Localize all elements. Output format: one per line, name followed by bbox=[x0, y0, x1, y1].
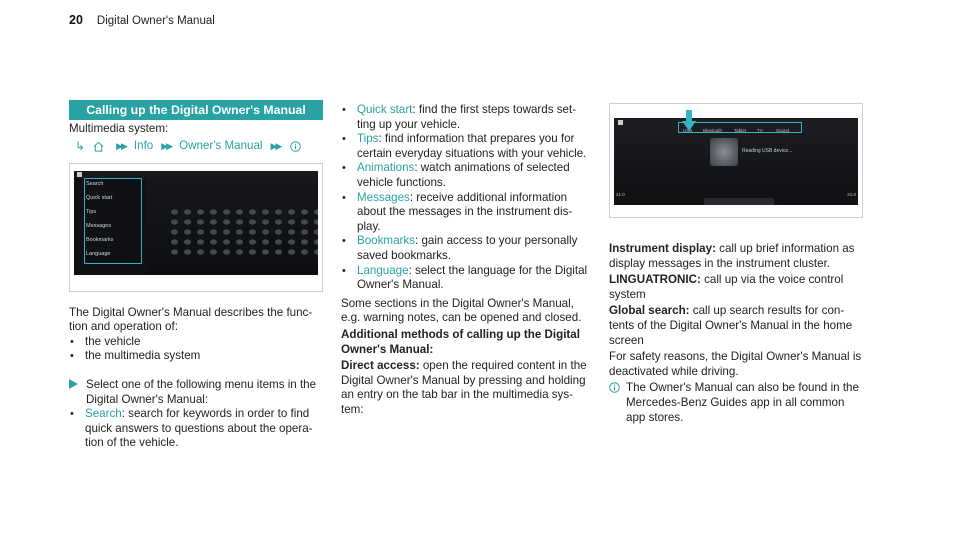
screen-menu-item: Quick start bbox=[86, 194, 113, 201]
info-icon bbox=[609, 382, 620, 393]
section-heading: Calling up the Digital Owner's Manual bbox=[69, 100, 323, 120]
list-item-messages: • Messages: receive additional information about the messages in the instrument dis- play. bbox=[342, 190, 573, 233]
link-animations[interactable]: Animations bbox=[357, 161, 415, 175]
link-messages[interactable]: Messages bbox=[357, 190, 410, 204]
action-triangle-icon bbox=[69, 379, 78, 389]
list-item-animations: • Animations: watch animations of selected vehicle functions. bbox=[342, 161, 570, 189]
page-number: 20 bbox=[69, 13, 83, 27]
link-bookmarks[interactable]: Bookmarks bbox=[357, 234, 415, 248]
list-item: • the vehicle bbox=[70, 334, 141, 348]
home-icon bbox=[618, 120, 623, 125]
link-language[interactable]: Language bbox=[357, 263, 409, 277]
screenshot-owners-manual-menu bbox=[69, 163, 323, 292]
running-title: Digital Owner's Manual bbox=[96, 15, 215, 27]
global-search-paragraph: Global search: call up search results for con- tents of the Digital Owner's Manual in the home screen bbox=[609, 304, 853, 347]
list-item-language: • Language: select the language for the Digital Owner's Manual. bbox=[342, 263, 588, 292]
list-item-bookmarks: • Bookmarks: gain access to your personally saved bookmarks. bbox=[342, 234, 578, 262]
path-step-owners-manual: Owner's Manual bbox=[179, 139, 263, 153]
screen-menu-item: Tips bbox=[86, 208, 97, 215]
screen-menu-item: Bookmarks bbox=[86, 236, 114, 243]
home-icon bbox=[93, 141, 104, 152]
menu-path bbox=[69, 139, 323, 155]
page-header bbox=[69, 13, 215, 31]
display-image bbox=[74, 171, 318, 275]
screenshot-multimedia-tabbar bbox=[609, 103, 863, 218]
screen-tab: Tablet bbox=[734, 128, 747, 133]
media-controls bbox=[704, 198, 774, 205]
link-search[interactable]: Search bbox=[85, 407, 122, 421]
screen-menu-item: Search bbox=[86, 180, 104, 187]
action-step: Select one of the following menu items in the Digital Owner's Manual: bbox=[69, 378, 323, 407]
column-middle bbox=[341, 103, 601, 417]
screen-tab: TV bbox=[757, 128, 763, 133]
direct-access-paragraph: Direct access: open the required content in the Digital Owner's Manual by pressing and holding an entry on the tab bar in the multimedia sys- tem: bbox=[341, 359, 587, 416]
double-chevron-icon: ▶▶ bbox=[270, 141, 281, 152]
link-quick-start[interactable]: Quick start bbox=[357, 103, 413, 116]
content-grid bbox=[168, 207, 318, 257]
instrument-display-paragraph: Instrument display: call up brief information as display messages in the instrument cluster. bbox=[609, 242, 855, 270]
list-item-quick-start: • Quick start: find the first steps towards set- ting up your vehicle. bbox=[342, 103, 577, 131]
list-item-search: • Search: search for keywords in order to find quick answers to questions about the opera- tion of the vehicle. bbox=[70, 407, 313, 450]
temperature-left: 21.0 bbox=[616, 192, 625, 198]
path-step-info: Info bbox=[133, 139, 154, 153]
column-left bbox=[69, 100, 323, 451]
list-item: • the multimedia system bbox=[70, 349, 201, 363]
list-item-tips: • Tips: find information that prepares you for certain everyday situations with your vehicle. bbox=[342, 132, 587, 160]
temperature-right: 21.0 bbox=[847, 192, 856, 198]
tab-bar-highlight bbox=[678, 122, 802, 133]
link-tips[interactable]: Tips bbox=[357, 132, 379, 146]
intro-paragraph: The Digital Owner's Manual describes the func- tion and operation of: bbox=[69, 305, 313, 334]
intro-bullets bbox=[69, 335, 323, 364]
subheading-additional-methods: Additional methods of calling up the Digital Owner's Manual: bbox=[341, 327, 580, 356]
display-image bbox=[614, 118, 858, 205]
column-right bbox=[609, 103, 867, 425]
screen-menu-item: Messages bbox=[86, 222, 112, 229]
linguatronic-paragraph: LINGUATRONIC: call up via the voice control system bbox=[609, 273, 844, 301]
safety-paragraph: For safety reasons, the Digital Owner's Manual is deactivated while driving. bbox=[609, 350, 862, 378]
home-icon bbox=[77, 172, 82, 177]
arrow-down-icon bbox=[682, 110, 696, 132]
double-chevron-icon: ▶▶ bbox=[161, 141, 172, 152]
double-chevron-icon: ▶▶ bbox=[116, 141, 126, 152]
screen-tab: Sound bbox=[776, 128, 790, 133]
screen-tab: USB bbox=[683, 128, 693, 133]
info-note: The Owner's Manual can also be found in the Mercedes-Benz Guides app in all common app stores. bbox=[609, 381, 867, 425]
system-label: Multimedia system: bbox=[69, 122, 169, 135]
screen-tab: Bluetooth bbox=[703, 128, 723, 133]
screen-menu-item: Language bbox=[86, 250, 111, 257]
return-arrow-icon: ↳ bbox=[75, 139, 86, 154]
info-icon bbox=[290, 141, 301, 152]
album-art bbox=[710, 138, 738, 166]
sections-paragraph: Some sections in the Digital Owner's Manual, e.g. warning notes, can be opened and closed. bbox=[341, 296, 582, 325]
screen-status-text: Reading USB device... bbox=[742, 148, 793, 154]
